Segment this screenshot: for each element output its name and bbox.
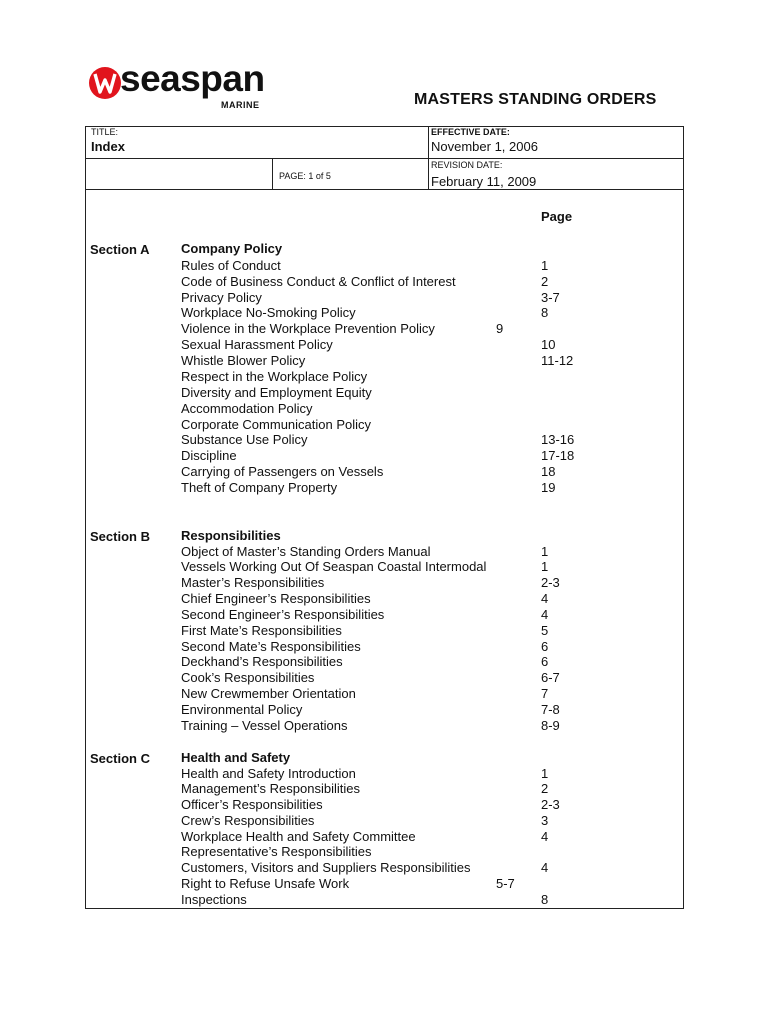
index-page: 2: [541, 274, 549, 289]
index-page: 8: [541, 892, 549, 907]
info-table: [85, 126, 684, 190]
index-page: 2-3: [541, 797, 560, 812]
index-page: 19: [541, 480, 556, 495]
index-entry: Chief Engineer’s Responsibilities: [181, 591, 371, 606]
index-page: 8: [541, 305, 549, 320]
index-entry: Carrying of Passengers on Vessels: [181, 464, 384, 479]
index-page: 3-7: [541, 290, 560, 305]
index-page: 6-7: [541, 670, 560, 685]
index-page: 11-12: [541, 353, 574, 368]
index-entry: Management’s Responsibilities: [181, 781, 360, 796]
index-entry: Second Mate’s Responsibilities: [181, 639, 361, 654]
index-page: 1: [541, 544, 549, 559]
section-c-title: Health and Safety: [181, 750, 291, 765]
index-page: 4: [541, 591, 549, 606]
index-entry: Corporate Communication Policy: [181, 417, 372, 432]
index-entry: Violence in the Workplace Prevention Policy: [181, 321, 435, 336]
index-page: 5-7: [496, 876, 515, 891]
section-a-label: Section A: [90, 242, 150, 257]
index-entry: Diversity and Employment Equity: [181, 385, 372, 400]
effective-date-value: November 1, 2006: [431, 139, 538, 154]
logo-subtitle: MARINE: [221, 100, 260, 110]
title-value: Index: [91, 139, 125, 154]
index-page: 7-8: [541, 702, 560, 717]
index-entry: Health and Safety Introduction: [181, 766, 356, 781]
index-page: 2: [541, 781, 549, 796]
index-entry: Code of Business Conduct & Conflict of Interest: [181, 274, 456, 289]
index-entry: Privacy Policy: [181, 290, 262, 305]
revision-date-value: February 11, 2009: [431, 174, 537, 189]
index-entry: Master’s Responsibilities: [181, 575, 325, 590]
index-page: 18: [541, 464, 556, 479]
index-page: 13-16: [541, 432, 575, 447]
index-page: 9: [496, 321, 504, 336]
index-page: 7: [541, 686, 549, 701]
index-page: 4: [541, 860, 549, 875]
index-page: 2-3: [541, 575, 560, 590]
index-entry: Inspections: [181, 892, 247, 907]
section-c-label: Section C: [90, 751, 150, 766]
index-entry: Rules of Conduct: [181, 258, 281, 273]
title-label: TITLE:: [91, 127, 119, 137]
index-page: 5: [541, 623, 549, 638]
index-page: 17-18: [541, 448, 575, 463]
page-column-header: Page: [541, 209, 573, 224]
index-entry: Deckhand’s Responsibilities: [181, 654, 343, 669]
index-entry: Crew’s Responsibilities: [181, 813, 315, 828]
index-page: 4: [541, 829, 549, 844]
effective-date-label: EFFECTIVE DATE:: [431, 127, 510, 137]
index-entry: Environmental Policy: [181, 702, 303, 717]
section-b-title: Responsibilities: [181, 528, 281, 543]
index-page: 1: [541, 766, 549, 781]
index-entry: Discipline: [181, 448, 237, 463]
index-entry: Object of Master’s Standing Orders Manual: [181, 544, 431, 559]
logo-wordmark: seaspan: [120, 58, 265, 99]
index-entry: Vessels Working Out Of Seaspan Coastal Intermodal: [181, 559, 487, 574]
index-page: 6: [541, 639, 549, 654]
document-title: MASTERS STANDING ORDERS: [414, 91, 657, 108]
index-entry: Representative’s Responsibilities: [181, 844, 372, 859]
index-page: 1: [541, 258, 549, 273]
index-page: 1: [541, 559, 549, 574]
index-page: 6: [541, 654, 549, 669]
index-entry: Customers, Visitors and Suppliers Responsibilities: [181, 860, 471, 875]
index-entry: Second Engineer’s Responsibilities: [181, 607, 385, 622]
index-entry: Whistle Blower Policy: [181, 353, 306, 368]
index-entry: Respect in the Workplace Policy: [181, 369, 368, 384]
revision-date-label: REVISION DATE:: [431, 160, 503, 170]
index-entry: Workplace No-Smoking Policy: [181, 305, 356, 320]
index-entry: Accommodation Policy: [181, 401, 313, 416]
index-page: 8-9: [541, 718, 560, 733]
page-info: PAGE: 1 of 5: [279, 171, 331, 181]
index-entry: New Crewmember Orientation: [181, 686, 356, 701]
index-entry: Cook’s Responsibilities: [181, 670, 315, 685]
index-entry: Training – Vessel Operations: [181, 718, 348, 733]
section-a-title: Company Policy: [181, 241, 283, 256]
index-entry: Officer’s Responsibilities: [181, 797, 323, 812]
index-entry: Substance Use Policy: [181, 432, 308, 447]
index-entry: Theft of Company Property: [181, 480, 338, 495]
index-entry: Workplace Health and Safety Committee: [181, 829, 416, 844]
section-b-label: Section B: [90, 529, 150, 544]
index-entry: First Mate’s Responsibilities: [181, 623, 342, 638]
index-entry: Sexual Harassment Policy: [181, 337, 333, 352]
index-page: 3: [541, 813, 549, 828]
index-page: 4: [541, 607, 549, 622]
index-page: 10: [541, 337, 556, 352]
index-entry: Right to Refuse Unsafe Work: [181, 876, 350, 891]
